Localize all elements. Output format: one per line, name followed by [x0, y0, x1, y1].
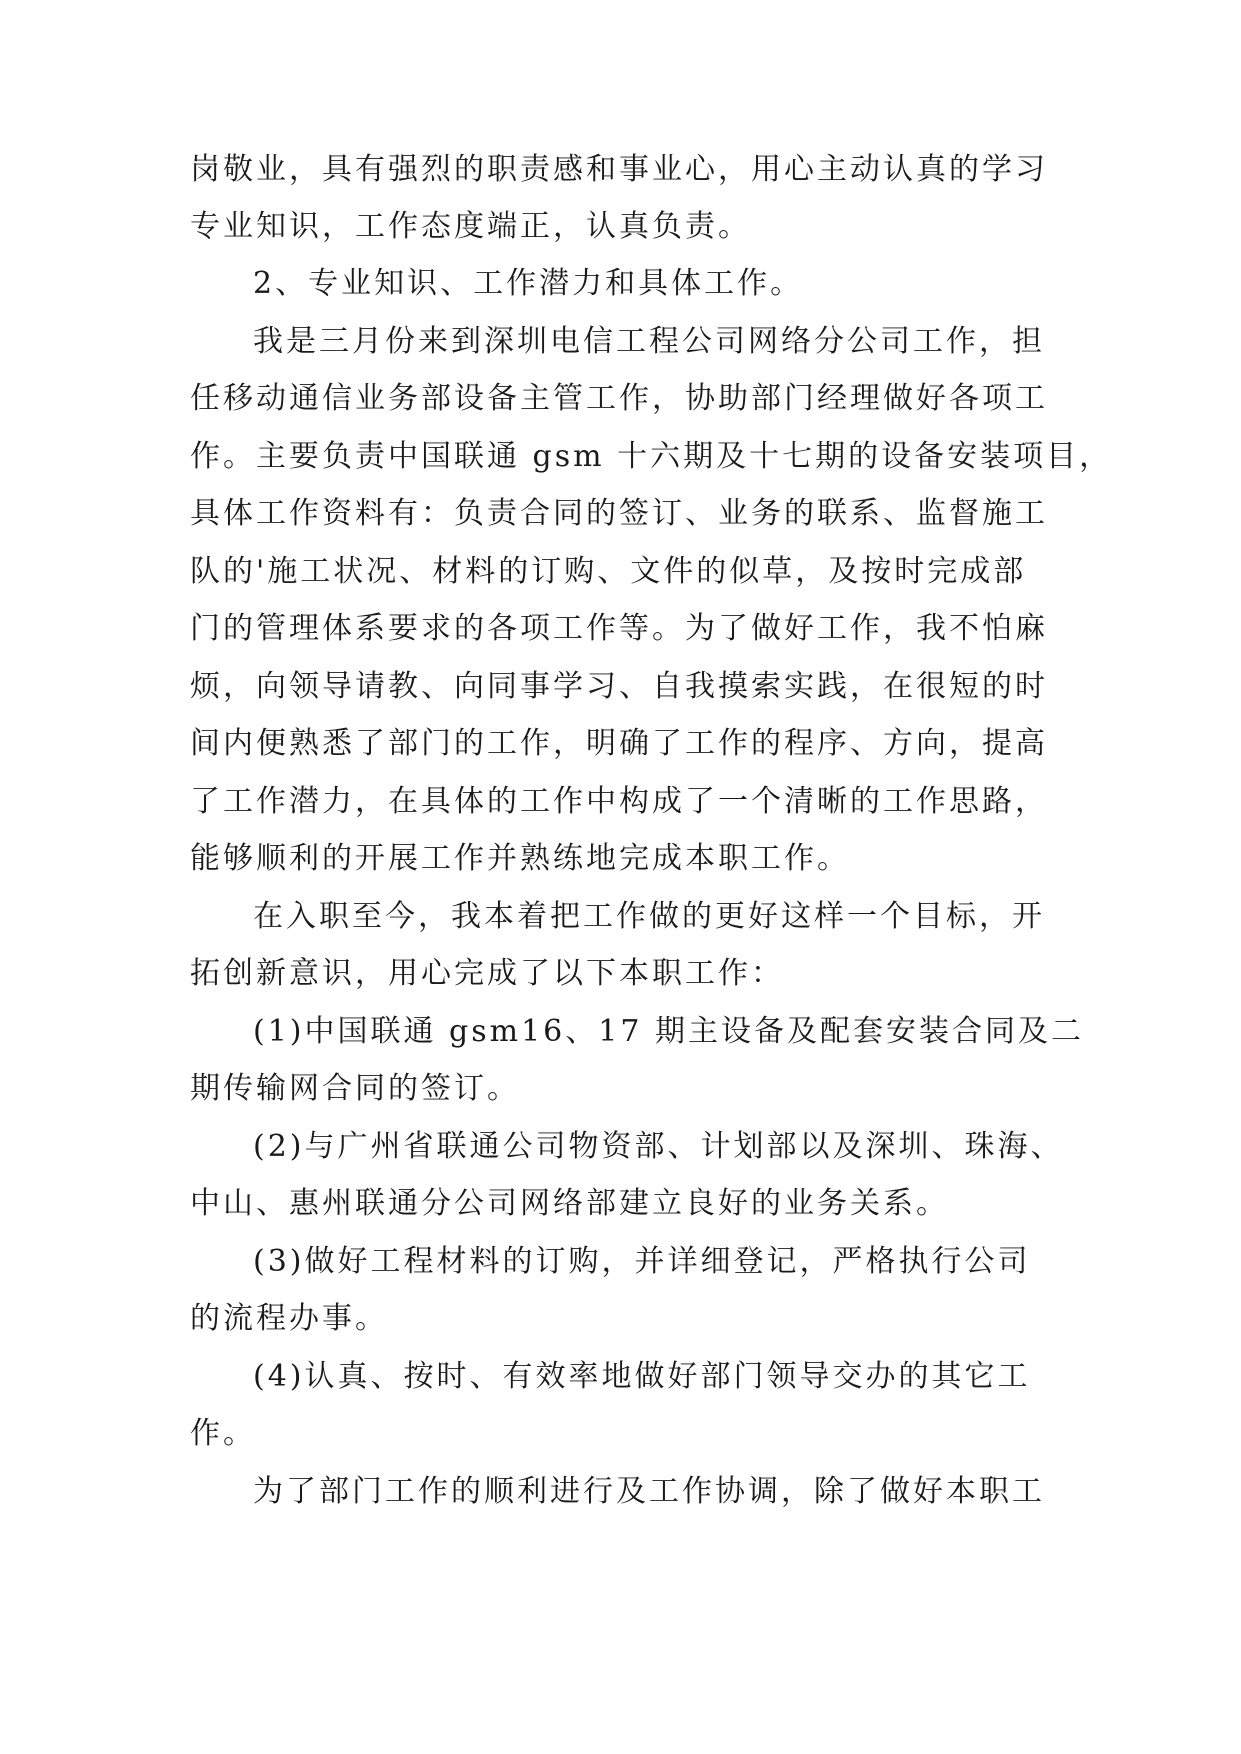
text-line: 中山、惠州联通分公司网络部建立良好的业务关系。: [190, 1186, 949, 1221]
text-line: 拓创新意识，用心完成了以下本职工作：: [190, 956, 784, 991]
text-line: 为了部门工作的顺利进行及工作协调，除了做好本职工: [253, 1474, 1045, 1509]
text-line: 作。: [190, 1416, 256, 1451]
text-line: (2)与广州省联通公司物资部、计划部以及深圳、珠海、: [253, 1129, 1064, 1164]
text-line: 了工作潜力，在具体的工作中构成了一个清晰的工作思路，: [190, 784, 1048, 819]
text-line: (1)中国联通 gsm16、17 期主设备及配套安装合同及二: [253, 1014, 1084, 1049]
text-line: 专业知识，工作态度端正，认真负责。: [190, 209, 751, 244]
text-line: 期传输网合同的签订。: [190, 1071, 520, 1106]
text-line: 在入职至今，我本着把工作做的更好这样一个目标，开: [253, 899, 1045, 934]
text-line: 作。主要负责中国联通 gsm 十六期及十七期的设备安装项目，: [190, 439, 1113, 474]
text-line: 岗敬业，具有强烈的职责感和事业心，用心主动认真的学习: [190, 152, 1048, 187]
text-line: 任移动通信业务部设备主管工作，协助部门经理做好各项工: [190, 381, 1048, 416]
text-line: 能够顺利的开展工作并熟练地完成本职工作。: [190, 841, 850, 876]
text-line: 间内便熟悉了部门的工作，明确了工作的程序、方向，提高: [190, 726, 1048, 761]
text-line: (3)做好工程材料的订购，并详细登记，严格执行公司: [253, 1244, 1031, 1279]
text-line: 烦，向领导请教、向同事学习、自我摸索实践，在很短的时: [190, 669, 1048, 704]
text-line: 具体工作资料有：负责合同的签订、业务的联系、监督施工: [190, 496, 1048, 531]
text-line: 队的'施工状况、材料的订购、文件的似草，及按时完成部: [190, 554, 1027, 589]
text-line: 的流程办事。: [190, 1301, 388, 1336]
text-line: 我是三月份来到深圳电信工程公司网络分公司工作，担: [253, 324, 1045, 359]
text-line: (4)认真、按时、有效率地做好部门领导交办的其它工: [253, 1359, 1031, 1394]
text-line: 门的管理体系要求的各项工作等。为了做好工作，我不怕麻: [190, 611, 1048, 646]
text-line: 2、专业知识、工作潜力和具体工作。: [253, 266, 804, 301]
